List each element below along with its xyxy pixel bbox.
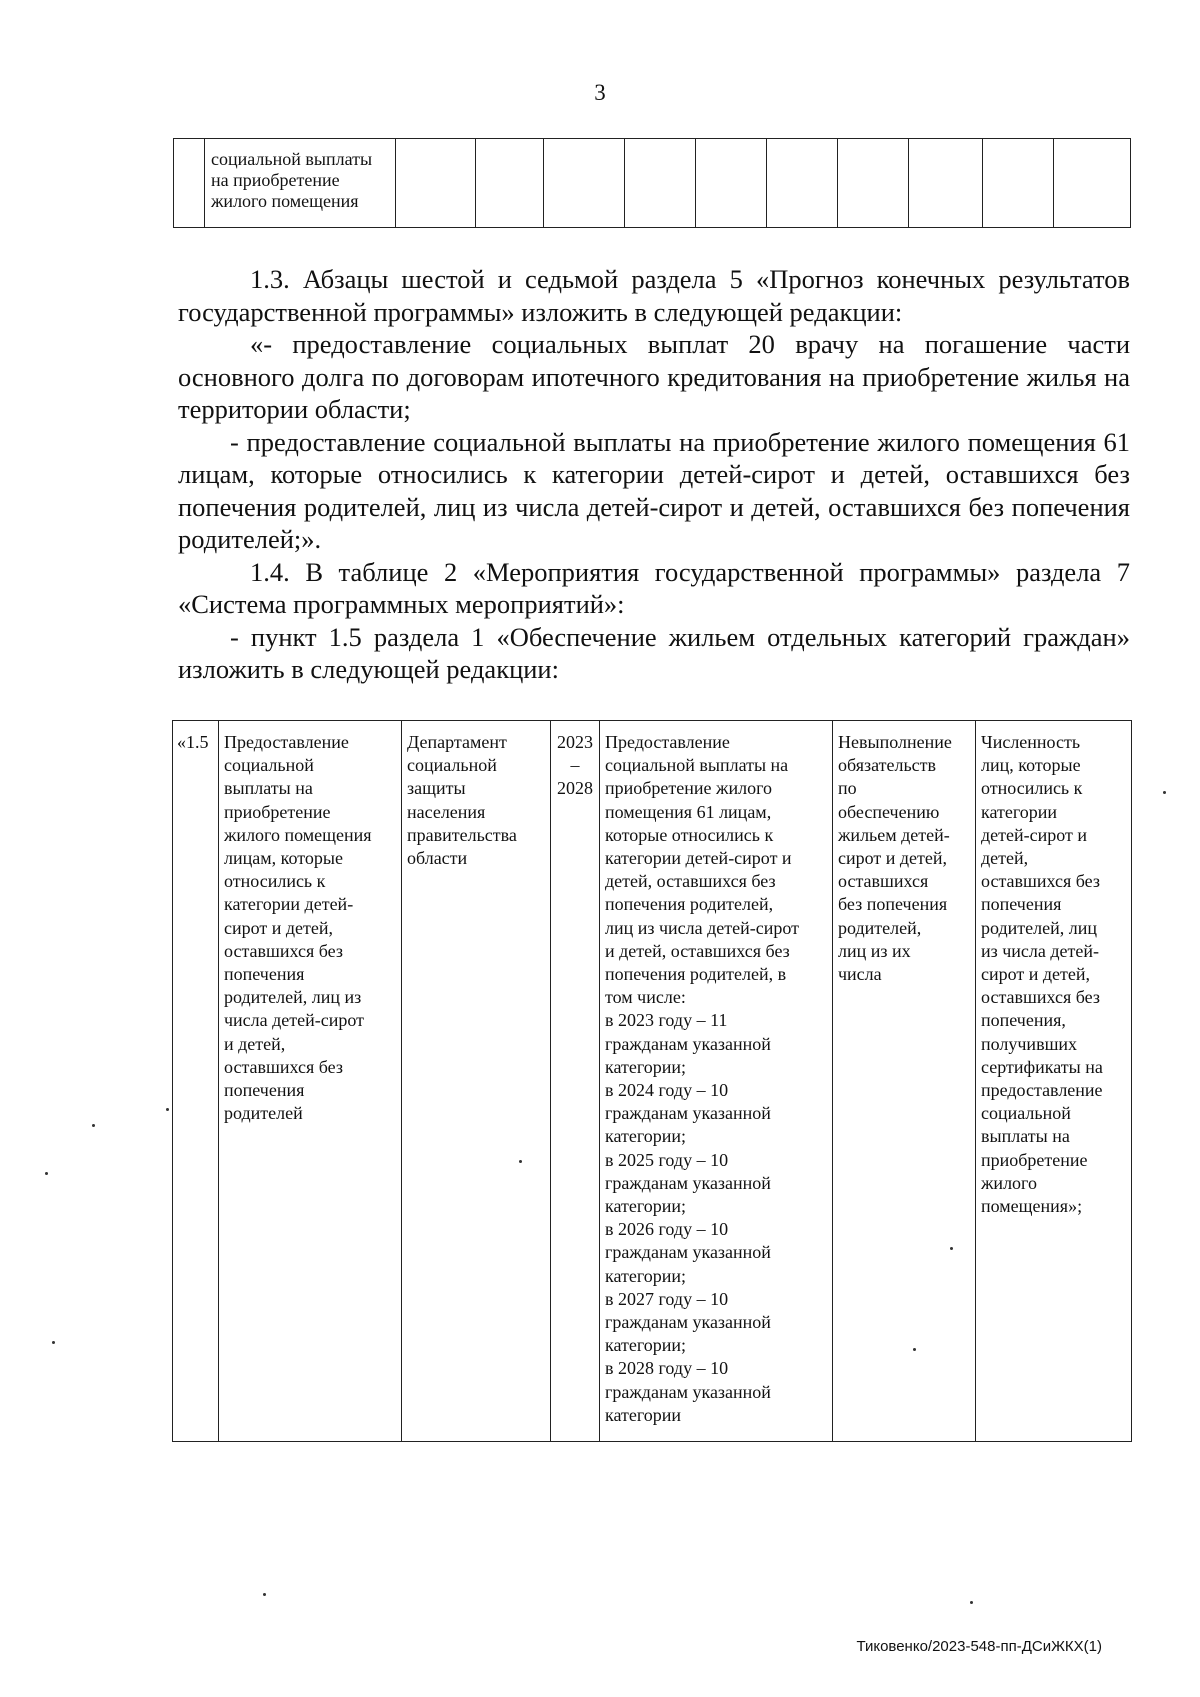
cell-text-line: Предоставление [605, 732, 730, 752]
cell-text-line: попечения [981, 894, 1062, 915]
cell-text-line: сирот и детей, [838, 848, 948, 869]
cell-text-line: 2023 [557, 732, 593, 752]
cell-text-line: сертификаты на [981, 1056, 1103, 1077]
table-row [173, 721, 1132, 1442]
cell-text-line: помещения 61 лицам, [605, 801, 772, 822]
cell-text-line: в 2028 году – 10 [605, 1358, 729, 1379]
cell-text-line: и детей, оставшихся без [605, 940, 790, 961]
scan-speck [1163, 791, 1166, 794]
table-cell-empty [696, 139, 767, 228]
cell-text-line: относились к [224, 871, 326, 892]
cell-text-line: категории; [605, 1335, 687, 1356]
scan-speck [950, 1247, 953, 1250]
cell-consequences [833, 721, 976, 1442]
cell-text-line: гражданам указанной [605, 1103, 771, 1124]
cell-text-line: в 2026 году – 10 [605, 1219, 729, 1240]
cell-text-line: категории детей-сирот и [605, 848, 792, 869]
cell-text-line: детей, [981, 848, 1029, 869]
scan-speck [263, 1593, 266, 1596]
cell-text-line: жильем детей- [838, 824, 950, 845]
table-cell-empty [909, 139, 983, 228]
cell-text-line: числа [838, 964, 882, 985]
cell-text-line: родителей, [838, 917, 922, 938]
table-cell-empty [544, 139, 625, 228]
table-cell-measure-continued: социальной выплаты на приобретение жилого помещения [205, 139, 396, 228]
table-cell-empty [174, 139, 205, 228]
cell-text-line: сирот и детей, [224, 917, 334, 938]
cell-text-line: категории [981, 801, 1058, 822]
cell-text-line: числа детей-сирот [224, 1010, 365, 1031]
cell-text-line: оставшихся без [224, 940, 343, 961]
cell-text-line: 2028 [557, 778, 593, 799]
scan-speck [92, 1124, 95, 1127]
cell-text-line: защиты [407, 778, 466, 799]
paragraph-quote-doctors: «- предоставление социальных выплат 20 врачу на погашение части основного долга по договорам ипотечного кредитования на приобретение жилья на территории области; [178, 329, 1130, 424]
cell-text-line: гражданам указанной [605, 1312, 771, 1333]
cell-text-line: категории; [605, 1126, 687, 1147]
cell-text-line: лицам, которые [224, 848, 343, 869]
cell-measure [219, 721, 402, 1442]
cell-text-line: попечения, [981, 1010, 1066, 1031]
table-cell-empty [625, 139, 696, 228]
cell-text-line: предоставление [981, 1080, 1103, 1101]
cell-expected-result [600, 721, 833, 1442]
table-row [174, 139, 1131, 228]
cell-text-line: гражданам указанной [605, 1381, 771, 1402]
cell-text-line: приобретение жилого [605, 778, 773, 799]
document-body [178, 263, 1130, 686]
cell-indicator [976, 721, 1132, 1442]
cell-text-line: жилого помещения [224, 824, 372, 845]
cell-text-line: жилого [981, 1172, 1037, 1193]
cell-text-line: попечения родителей, [605, 894, 774, 915]
cell-text-line: оставшихся без [224, 1056, 343, 1077]
page-number: 3 [594, 80, 606, 105]
cell-text-line: выплаты на [224, 778, 313, 799]
continued-table-fragment [173, 138, 1131, 228]
cell-text-line: гражданам указанной [605, 1033, 771, 1054]
cell-text-line: социальной [407, 755, 497, 776]
cell-text-line: в 2027 году – 10 [605, 1288, 729, 1309]
cell-text-line: детей, оставшихся без [605, 871, 776, 892]
cell-text-line: по [838, 778, 857, 799]
cell-text-line: оставшихся без [981, 987, 1100, 1008]
cell-text-line: социальной выплаты на [605, 755, 789, 776]
cell-item-number: «1.5 [173, 721, 219, 1442]
cell-text-line: детей-сирот и [981, 824, 1088, 845]
cell-text-line: правительства [407, 824, 517, 845]
cell-text-line: населения [407, 801, 486, 822]
cell-text-line: и детей, [224, 1033, 286, 1054]
cell-text-line: Численность [981, 732, 1081, 752]
paragraph-1-3: 1.3. Абзацы шестой и седьмой раздела 5 «Прогноз конечных результатов государственной программы» изложить в следующей редакции: [178, 264, 1130, 327]
cell-text-line: обязательств [838, 755, 937, 776]
cell-text-line: попечения [224, 1080, 305, 1101]
cell-text-line: Департамент [407, 732, 507, 752]
table-cell-empty [767, 139, 838, 228]
cell-text-line: получивших [981, 1033, 1078, 1054]
cell-text-line: приобретение [224, 801, 331, 822]
cell-text-line: обеспечению [838, 801, 940, 822]
cell-text-line: в 2025 году – 10 [605, 1149, 729, 1170]
cell-text-line: категории; [605, 1196, 687, 1217]
cell-text-line: Предоставление [224, 732, 349, 752]
scan-speck [52, 1341, 55, 1344]
cell-text-line: гражданам указанной [605, 1242, 771, 1263]
cell-text-line: том числе: [605, 987, 686, 1008]
cell-text-line: Невыполнение [838, 732, 952, 752]
table-cell-empty [838, 139, 909, 228]
cell-text-line: категории [605, 1404, 682, 1425]
cell-text-line: лиц из числа детей-сирот [605, 917, 800, 938]
cell-years [551, 721, 600, 1442]
cell-text-line: родителей, лиц из [224, 987, 362, 1008]
cell-text-line: приобретение [981, 1149, 1088, 1170]
cell-text-line: без попечения [838, 894, 948, 915]
cell-text-line: гражданам указанной [605, 1172, 771, 1193]
cell-text-line: родителей [224, 1103, 303, 1124]
cell-text-line: социальной [981, 1103, 1071, 1124]
table-cell-empty [1054, 139, 1131, 228]
measures-table [172, 720, 1132, 1442]
cell-text-line: лиц, которые [981, 755, 1081, 776]
cell-text-line: категории; [605, 1056, 687, 1077]
cell-text-line: лиц из их [838, 940, 911, 961]
cell-text-line: – [570, 755, 580, 776]
cell-text-line: категории детей- [224, 894, 354, 915]
scan-speck [166, 1108, 169, 1111]
paragraph-item-1-5: - пункт 1.5 раздела 1 «Обеспечение жильем отдельных категорий граждан» изложить в следующей редакции: [178, 621, 1130, 684]
cell-text-line: относились к [981, 778, 1083, 799]
cell-text-line: попечения родителей, в [605, 964, 787, 985]
scan-speck [519, 1160, 522, 1163]
document-footer-code: Тиковенко/2023-548-пп-ДСиЖКХ(1) [856, 1638, 1102, 1655]
paragraph-1-4: 1.4. В таблице 2 «Мероприятия государственной программы» раздела 7 «Система программных мероприятий»: [178, 556, 1130, 619]
cell-text-line: которые относились к [605, 824, 774, 845]
cell-text-line: в 2024 году – 10 [605, 1080, 729, 1101]
table-cell-empty [476, 139, 544, 228]
cell-executor [402, 721, 551, 1442]
scan-speck [970, 1601, 973, 1604]
cell-text-line: из числа детей- [981, 940, 1100, 961]
cell-text-line: в 2023 году – 11 [605, 1010, 728, 1031]
cell-text-line: родителей, лиц [981, 917, 1097, 938]
cell-text-line: области [407, 848, 468, 869]
table-cell-empty [983, 139, 1054, 228]
cell-text-line: выплаты на [981, 1126, 1070, 1147]
scan-speck [45, 1172, 48, 1175]
scan-speck [913, 1348, 916, 1351]
cell-text-line: оставшихся [838, 871, 929, 892]
cell-text-line: оставшихся без [981, 871, 1100, 892]
table-cell-empty [396, 139, 476, 228]
paragraph-quote-orphans: - предоставление социальной выплаты на приобретение жилого помещения 61 лицам, которые относились к категории детей-сирот и детей, оставшихся без попечения родителей, лиц из числа детей-сирот и детей, оставшихся без попечения родителей;». [178, 426, 1130, 554]
cell-text-line: попечения [224, 964, 305, 985]
cell-text-line: помещения»; [981, 1196, 1083, 1217]
cell-text-line: сирот и детей, [981, 964, 1091, 985]
cell-text-line: категории; [605, 1265, 687, 1286]
cell-text-line: социальной [224, 755, 314, 776]
